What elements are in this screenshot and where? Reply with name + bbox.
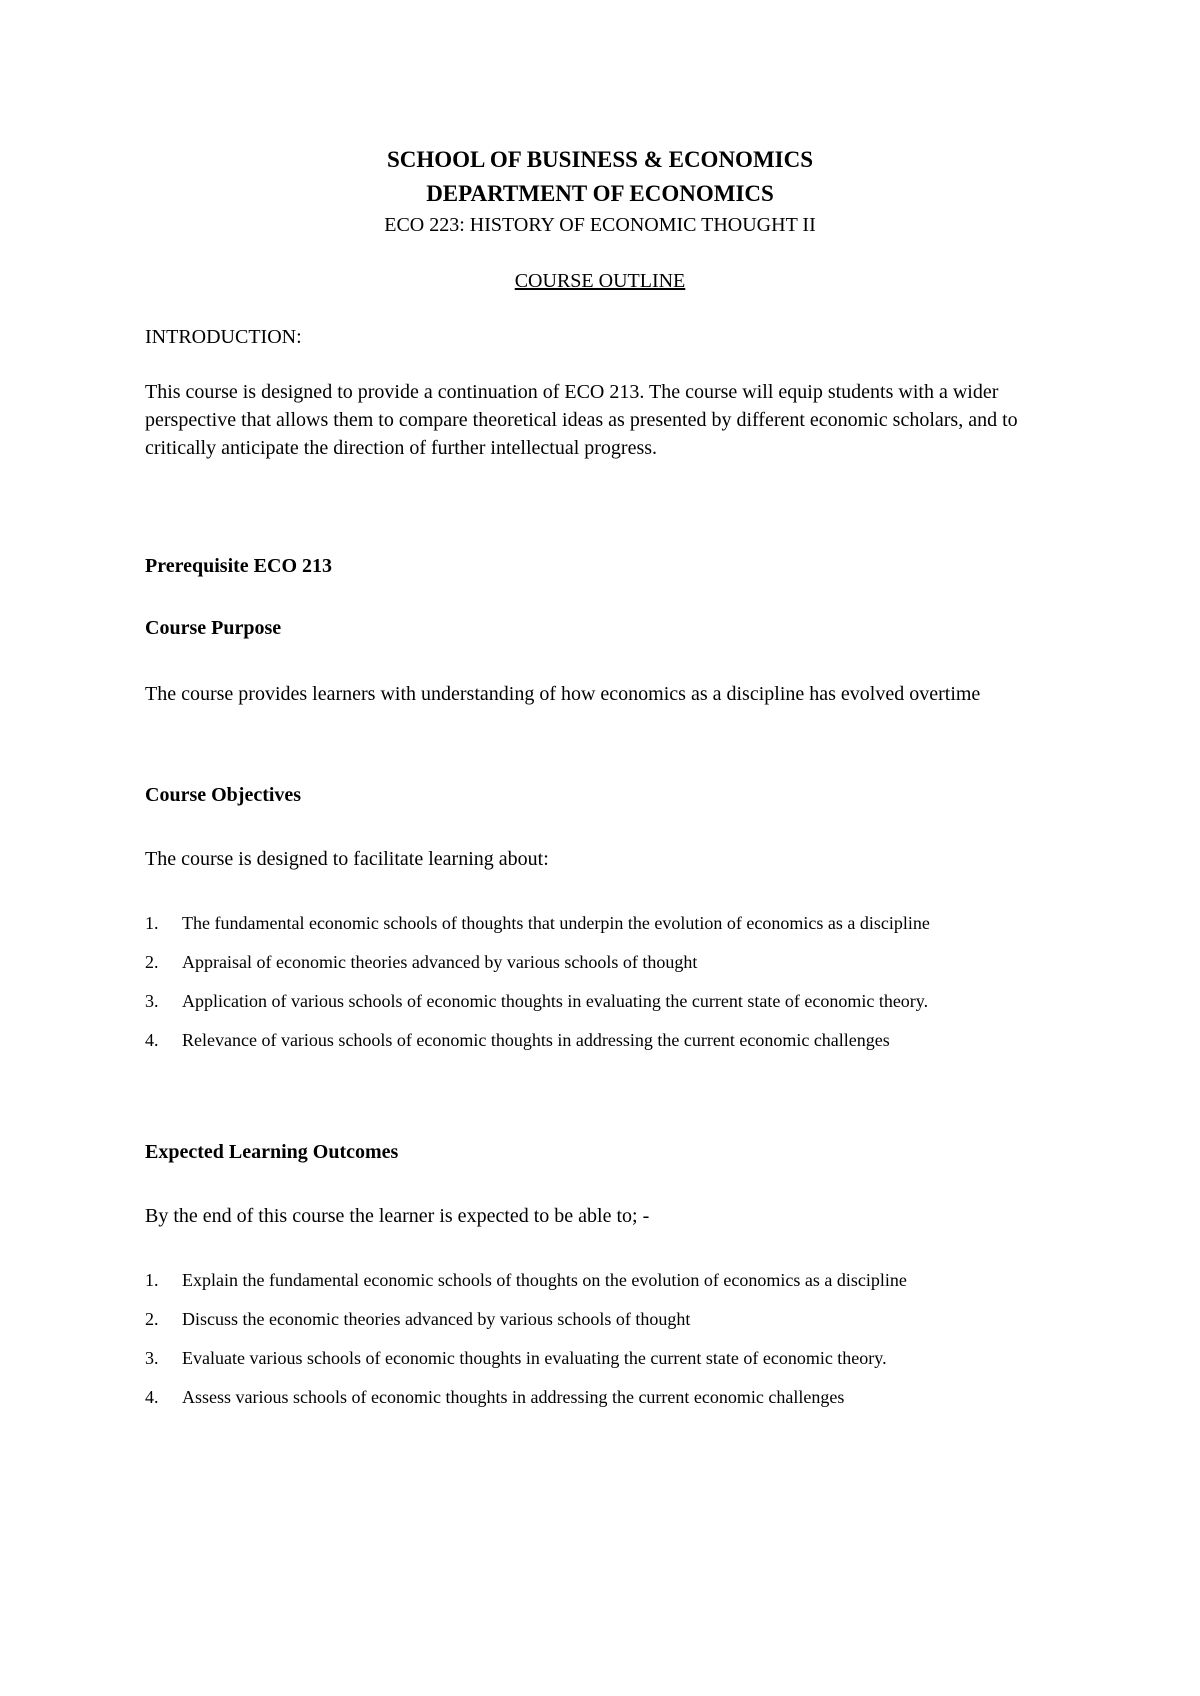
list-item — [145, 904, 1065, 942]
course-title: ECO 223: HISTORY OF ECONOMIC THOUGHT II — [384, 214, 816, 236]
list-item — [145, 1339, 1065, 1377]
outline-heading — [0, 268, 1200, 294]
purpose-heading: Course Purpose — [145, 617, 282, 639]
list-text: The fundamental economic schools of thoughts that underpin the evolution of economics as a discipline — [182, 913, 930, 933]
outline-heading-text: COURSE OUTLINE — [514, 270, 686, 292]
list-number: 1. — [145, 913, 159, 933]
purpose-text: The course provides learners with understanding of how economics as a discipline has evolved overtime — [145, 683, 981, 705]
list-item — [145, 982, 1065, 1020]
list-number: 2. — [145, 952, 159, 972]
list-number: 4. — [145, 1030, 159, 1050]
list-text: Appraisal of economic theories advanced by various schools of thought — [182, 952, 698, 972]
outcomes-list — [145, 1261, 1065, 1416]
outcomes-intro: By the end of this course the learner is expected to be able to; - — [145, 1205, 650, 1227]
school-title: SCHOOL OF BUSINESS & ECONOMICS — [386, 147, 814, 172]
list-item — [145, 1300, 1065, 1338]
list-item — [145, 1021, 1065, 1059]
introduction-heading: INTRODUCTION: — [145, 326, 302, 348]
list-item — [145, 1378, 1065, 1416]
list-number: 1. — [145, 1270, 159, 1290]
objectives-list — [145, 904, 1065, 1059]
list-item — [145, 943, 1065, 981]
outcomes-heading: Expected Learning Outcomes — [145, 1141, 399, 1163]
prerequisite-heading: Prerequisite ECO 213 — [145, 555, 333, 577]
department-title: DEPARTMENT OF ECONOMICS — [426, 181, 774, 206]
list-text: Discuss the economic theories advanced by various schools of thought — [182, 1309, 691, 1329]
list-text: Assess various schools of economic thoughts in addressing the current economic challenges — [182, 1387, 845, 1407]
list-item — [145, 1261, 1065, 1299]
list-number: 3. — [145, 991, 159, 1011]
list-text: Evaluate various schools of economic thoughts in evaluating the current state of economic theory. — [182, 1348, 887, 1368]
objectives-intro: The course is designed to facilitate learning about: — [145, 848, 549, 870]
list-number: 2. — [145, 1309, 159, 1329]
list-text: Relevance of various schools of economic thoughts in addressing the current economic challenges — [182, 1030, 890, 1050]
list-number: 3. — [145, 1348, 159, 1368]
objectives-heading: Course Objectives — [145, 784, 302, 806]
list-text: Explain the fundamental economic schools of thoughts on the evolution of economics as a discipline — [182, 1270, 907, 1290]
introduction-text: This course is designed to provide a continuation of ECO 213. The course will equip students with a wider perspective that allows them to compare theoretical ideas as presented by different economic scholars, and to critically anticipate the direction of further intellectual progress. — [145, 381, 1018, 459]
list-number: 4. — [145, 1387, 159, 1407]
list-text: Application of various schools of economic thoughts in evaluating the current state of economic theory. — [182, 991, 929, 1011]
